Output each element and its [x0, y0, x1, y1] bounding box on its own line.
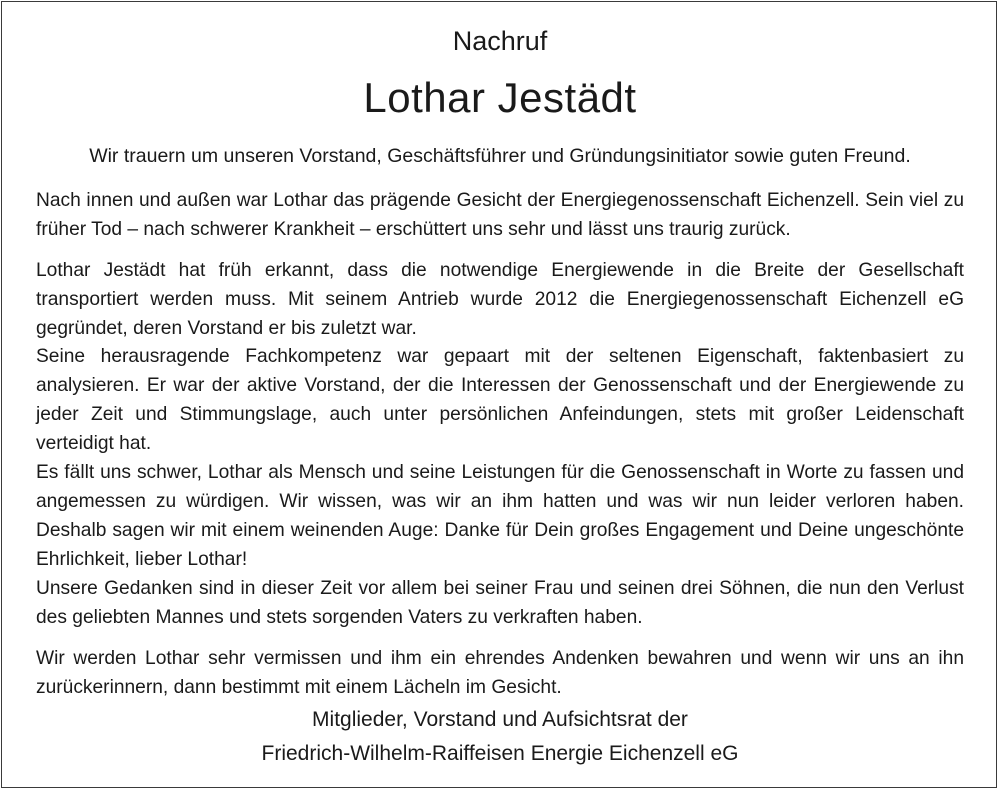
signature-line-1: Mitglieder, Vorstand und Aufsichtsrat der: [312, 708, 688, 731]
paragraph-6: Wir werden Lothar sehr vermissen und ihm ein ehrendes Andenken bewahren und wenn wir uns an ihn zurückerinnern, dann bestimmt mit einem Lächeln im Gesicht.: [36, 648, 964, 698]
signature-line-2: Friedrich-Wilhelm-Raiffeisen Energie Eichenzell eG: [261, 742, 739, 765]
intro-line: Wir trauern um unseren Vorstand, Geschäftsführer und Gründungsinitiator sowie guten Freund.: [89, 145, 911, 167]
paragraph-4: Es fällt uns schwer, Lothar als Mensch und seine Leistungen für die Genossenschaft in Worte zu fassen und angemessen zu würdigen. Wir wissen, was wir an ihm hatten und was wir nun leider verloren haben. Deshalb sagen wir mit einem weinenden Auge: Danke für Dein großes Engagement und Deine ungeschönte Ehrlichkeit, lieber Lothar!: [36, 462, 964, 570]
paragraph-1: Nach innen und außen war Lothar das prägende Gesicht der Energiegenossenschaft Eichenzell. Sein viel zu früher Tod – nach schwerer Krankheit – erschüttert uns sehr und lässt uns traurig zurück.: [36, 190, 964, 240]
paragraph-5: Unsere Gedanken sind in dieser Zeit vor allem bei seiner Frau und seinen drei Söhnen, die nun den Verlust des geliebten Mannes und stets sorgenden Vaters zu verkraften haben.: [36, 578, 964, 628]
deceased-name: Lothar Jestädt: [363, 74, 637, 121]
paragraph-3: Seine herausragende Fachkompetenz war gepaart mit der seltenen Eigenschaft, faktenbasiert zu analysieren. Er war der aktive Vorstand, der die Interessen der Genossenschaft und der Energiewende zu jeder Zeit und Stimmungslage, auch unter persönlichen Anfeindungen, stets mit großer Leidenschaft verteidigt hat.: [36, 346, 964, 454]
paragraph-2: Lothar Jestädt hat früh erkannt, dass die notwendige Energiewende in die Breite der Gesellschaft transportiert werden muss. Mit seinem Antrieb wurde 2012 die Energiegenossenschaft Eichenzell eG gegründet, deren Vorstand er bis zuletzt war.: [36, 260, 964, 339]
notice-heading: Nachruf: [452, 26, 548, 56]
